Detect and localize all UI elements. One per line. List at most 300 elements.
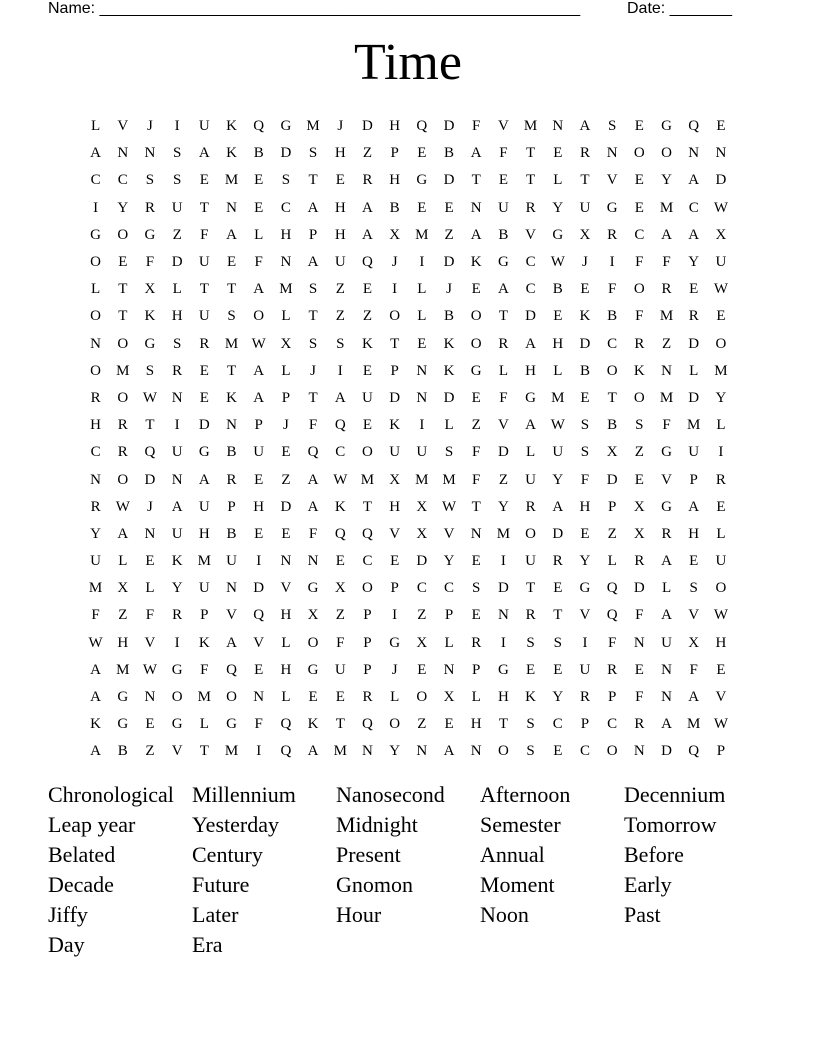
grid-letter: I <box>256 743 262 760</box>
grid-letter: E <box>335 689 345 706</box>
grid-letter: O <box>633 145 645 162</box>
grid-letter: I <box>174 417 180 434</box>
grid-letter: F <box>145 254 155 271</box>
grid-letter: E <box>634 471 644 488</box>
grid-letter: L <box>417 281 427 298</box>
grid-letter: N <box>633 743 645 760</box>
grid-letter: R <box>634 716 645 733</box>
grid-row <box>82 249 742 276</box>
grid-letter: D <box>633 580 645 597</box>
grid-letter: M <box>687 417 701 434</box>
grid-letter: E <box>716 661 726 678</box>
grid-letter: H <box>389 118 401 135</box>
grid-letter: F <box>499 389 508 406</box>
grid-letter: L <box>199 716 209 733</box>
grid-letter: A <box>362 199 373 216</box>
grid-letter: D <box>606 471 618 488</box>
grid-letter: N <box>497 607 509 624</box>
grid-letter: W <box>713 281 728 298</box>
grid-letter: T <box>390 335 400 352</box>
grid-row <box>82 412 742 439</box>
grid-letter: M <box>659 389 674 406</box>
grid-letter: J <box>582 254 588 271</box>
grid-letter: O <box>253 308 265 325</box>
grid-letter: O <box>633 389 645 406</box>
grid-letter: V <box>688 607 700 624</box>
grid-letter: M <box>116 362 130 379</box>
grid-letter: M <box>659 308 674 325</box>
grid-letter: S <box>172 172 182 189</box>
grid-letter: Y <box>443 553 455 570</box>
grid-letter: B <box>444 145 455 162</box>
grid-letter: A <box>334 389 346 406</box>
grid-letter: F <box>635 607 644 624</box>
grid-letter: E <box>390 553 400 570</box>
grid-letter: A <box>443 743 455 760</box>
grid-letter: D <box>525 308 537 325</box>
grid-letter: U <box>198 118 210 135</box>
grid-letter: T <box>308 308 318 325</box>
grid-letter: P <box>363 661 372 678</box>
grid-letter: D <box>171 254 183 271</box>
grid-letter: E <box>226 254 237 271</box>
word-list-item: Noon <box>480 902 529 927</box>
grid-letter: A <box>253 362 265 379</box>
grid-letter: M <box>442 471 456 488</box>
grid-letter: L <box>91 118 101 135</box>
grid-letter: R <box>552 553 563 570</box>
word-list-item: Afternoon <box>480 782 571 807</box>
grid-letter: H <box>389 498 401 515</box>
grid-letter: Z <box>281 471 291 488</box>
grid-row <box>82 738 742 765</box>
grid-row <box>82 630 742 657</box>
word-list-item: Future <box>192 872 250 897</box>
grid-letter: D <box>688 389 700 406</box>
grid-letter: R <box>172 362 183 379</box>
grid-letter: A <box>307 743 319 760</box>
grid-letter: Y <box>552 471 564 488</box>
grid-letter: G <box>144 226 156 243</box>
grid-letter: E <box>254 172 264 189</box>
name-field: Name: ______________________________________________________ <box>48 0 581 17</box>
grid-letter: S <box>308 281 318 298</box>
word-list-item: Chronological <box>48 782 174 807</box>
grid-letter: G <box>497 661 509 678</box>
grid-letter: P <box>607 689 617 706</box>
grid-letter: H <box>552 335 564 352</box>
grid-letter: C <box>362 553 373 570</box>
grid-letter: S <box>308 335 318 352</box>
grid-letter: E <box>471 389 481 406</box>
grid-letter: O <box>117 226 129 243</box>
grid-letter: T <box>526 580 536 597</box>
grid-letter: M <box>523 118 538 135</box>
grid-letter: G <box>171 716 183 733</box>
grid-letter: T <box>118 308 128 325</box>
grid-letter: U <box>171 199 183 216</box>
grid-letter: L <box>444 417 454 434</box>
grid-letter: K <box>198 634 210 651</box>
word-list-item: Belated <box>48 842 116 867</box>
grid-letter: Y <box>715 389 727 406</box>
grid-letter: J <box>391 661 398 678</box>
grid-letter: E <box>254 661 264 678</box>
word-list <box>48 780 768 960</box>
grid-letter: E <box>716 118 726 135</box>
grid-letter: X <box>334 580 346 597</box>
grid-letter: Y <box>171 580 183 597</box>
grid-letter: M <box>659 199 674 216</box>
grid-letter: Q <box>416 118 428 135</box>
grid-letter: M <box>496 525 511 542</box>
grid-letter: G <box>226 716 237 733</box>
grid-letter: L <box>444 634 454 651</box>
grid-letter: J <box>310 362 317 379</box>
grid-letter: A <box>171 498 183 515</box>
grid-letter: C <box>607 716 618 733</box>
grid-letter: J <box>391 254 398 271</box>
grid-letter: Q <box>226 661 237 678</box>
grid-row <box>82 657 742 684</box>
grid-letter: F <box>472 471 481 488</box>
word-list-item: Leap year <box>48 812 136 837</box>
grid-letter: T <box>308 172 318 189</box>
grid-letter: U <box>525 471 537 488</box>
grid-letter: S <box>172 145 182 162</box>
grid-letter: K <box>443 335 455 352</box>
grid-letter: E <box>254 525 264 542</box>
grid-letter: E <box>634 172 644 189</box>
grid-letter: F <box>336 634 345 651</box>
grid-letter: E <box>362 417 373 434</box>
grid-letter: G <box>307 580 319 597</box>
grid-letter: W <box>251 335 266 352</box>
grid-letter: E <box>199 389 209 406</box>
grid-letter: I <box>500 553 506 570</box>
grid-letter: H <box>334 145 346 162</box>
grid-letter: V <box>443 525 455 542</box>
grid-letter: F <box>200 661 209 678</box>
grid-letter: T <box>580 172 590 189</box>
word-list-item: Decade <box>48 872 114 897</box>
grid-letter: A <box>253 389 265 406</box>
grid-letter: F <box>472 444 481 461</box>
grid-letter: E <box>580 281 590 298</box>
grid-letter: P <box>580 716 590 733</box>
word-list-item: Yesterday <box>192 812 279 837</box>
grid-letter: V <box>497 417 509 434</box>
grid-letter: O <box>117 471 129 488</box>
grid-letter: C <box>579 743 590 760</box>
grid-letter: O <box>470 308 482 325</box>
grid-letter: I <box>174 634 180 651</box>
grid-letter: X <box>443 689 455 706</box>
grid-letter: R <box>144 199 155 216</box>
grid-letter: P <box>390 580 399 597</box>
grid-letter: F <box>472 118 481 135</box>
grid-letter: X <box>606 444 618 461</box>
grid-letter: M <box>224 172 239 189</box>
grid-letter: A <box>688 689 700 706</box>
grid-letter: Y <box>389 743 401 760</box>
grid-letter: K <box>525 689 537 706</box>
grid-letter: D <box>253 580 265 597</box>
grid-letter: N <box>117 145 129 162</box>
word-list-item: Decennium <box>624 782 726 807</box>
grid-letter: O <box>715 580 727 597</box>
grid-letter: X <box>416 525 428 542</box>
grid-letter: I <box>93 199 99 216</box>
grid-letter: M <box>687 716 701 733</box>
grid-letter: E <box>553 145 563 162</box>
grid-letter: S <box>689 580 698 597</box>
grid-letter: Z <box>118 607 128 624</box>
grid-letter: R <box>226 471 237 488</box>
grid-letter: B <box>117 743 128 760</box>
grid-letter: G <box>661 498 672 515</box>
grid-letter: A <box>307 254 319 271</box>
grid-letter: P <box>308 226 318 243</box>
letter-grid <box>82 113 742 766</box>
grid-letter: Y <box>552 689 564 706</box>
grid-letter: E <box>526 661 536 678</box>
grid-letter: R <box>525 607 536 624</box>
grid-row <box>82 494 742 521</box>
grid-letter: W <box>142 661 158 678</box>
grid-letter: O <box>416 689 428 706</box>
grid-letter: N <box>362 743 373 760</box>
grid-letter: L <box>526 444 536 461</box>
grid-letter: Y <box>579 553 591 570</box>
grid-letter: F <box>635 308 644 325</box>
grid-letter: E <box>553 580 563 597</box>
grid-letter: Z <box>362 308 373 325</box>
grid-row <box>82 711 742 738</box>
grid-letter: M <box>224 743 239 760</box>
grid-letter: P <box>689 471 698 488</box>
grid-letter: F <box>662 254 671 271</box>
grid-letter: F <box>607 634 617 651</box>
grid-letter: A <box>307 199 319 216</box>
grid-letter: N <box>443 661 455 678</box>
grid-letter: E <box>580 525 590 542</box>
grid-letter: R <box>579 145 590 162</box>
grid-letter: S <box>444 444 454 461</box>
grid-letter: N <box>90 335 102 352</box>
grid-letter: K <box>171 553 183 570</box>
grid-letter: M <box>224 335 239 352</box>
word-list-item: Jiffy <box>48 902 88 927</box>
grid-letter: L <box>498 362 508 379</box>
grid-letter: G <box>606 199 618 216</box>
grid-letter: E <box>634 118 644 135</box>
grid-letter: O <box>715 335 727 352</box>
grid-letter: S <box>281 172 291 189</box>
grid-row <box>82 113 742 140</box>
grid-letter: I <box>609 254 615 271</box>
grid-letter: N <box>470 199 482 216</box>
grid-letter: Z <box>417 607 427 624</box>
grid-letter: N <box>633 634 645 651</box>
grid-letter: Q <box>253 118 265 135</box>
grid-letter: A <box>525 417 537 434</box>
grid-letter: V <box>497 118 509 135</box>
grid-letter: G <box>497 254 509 271</box>
grid-letter: J <box>147 498 153 515</box>
grid-letter: C <box>335 444 346 461</box>
grid-letter: V <box>525 226 537 243</box>
grid-letter: L <box>281 689 291 706</box>
grid-letter: G <box>171 661 183 678</box>
grid-letter: B <box>498 226 509 243</box>
grid-letter: M <box>714 362 728 379</box>
grid-letter: C <box>634 226 645 243</box>
grid-row <box>82 331 742 358</box>
grid-letter: M <box>333 743 347 760</box>
grid-letter: G <box>470 362 482 379</box>
grid-letter: U <box>198 580 210 597</box>
word-list-item: Day <box>48 932 85 957</box>
grid-letter: N <box>144 525 156 542</box>
grid-letter: K <box>443 362 455 379</box>
grid-letter: U <box>497 199 509 216</box>
grid-letter: K <box>470 254 482 271</box>
grid-letter: F <box>662 417 671 434</box>
grid-letter: D <box>443 172 455 189</box>
grid-letter: T <box>526 172 536 189</box>
grid-letter: L <box>417 308 427 325</box>
grid-letter: S <box>308 145 318 162</box>
grid-letter: A <box>661 226 672 243</box>
grid-letter: M <box>551 389 565 406</box>
grid-letter: E <box>471 553 481 570</box>
grid-letter: Q <box>334 525 346 542</box>
grid-letter: B <box>607 417 618 434</box>
grid-letter: U <box>525 553 537 570</box>
grid-letter: A <box>226 634 237 651</box>
grid-letter: H <box>253 498 265 515</box>
grid-letter: U <box>334 254 346 271</box>
grid-letter: E <box>417 661 427 678</box>
grid-letter: B <box>579 362 590 379</box>
grid-letter: A <box>226 226 237 243</box>
grid-row <box>82 466 742 493</box>
grid-letter: Z <box>471 417 481 434</box>
grid-letter: D <box>198 417 210 434</box>
grid-letter: Q <box>362 254 373 271</box>
grid-letter: O <box>389 308 401 325</box>
grid-letter: E <box>580 389 590 406</box>
grid-letter: R <box>199 335 210 352</box>
grid-letter: R <box>715 471 726 488</box>
grid-letter: E <box>145 553 155 570</box>
grid-letter: P <box>363 634 372 651</box>
word-list-item: Hour <box>336 902 382 927</box>
grid-letter: I <box>582 634 588 651</box>
grid-letter: X <box>688 634 700 651</box>
grid-letter: R <box>525 498 536 515</box>
word-list-item: Moment <box>480 872 555 897</box>
grid-letter: Q <box>606 580 618 597</box>
grid-letter: E <box>199 172 209 189</box>
grid-letter: S <box>172 335 182 352</box>
grid-letter: H <box>334 226 346 243</box>
grid-letter: J <box>282 417 289 434</box>
grid-letter: G <box>525 389 537 406</box>
grid-letter: U <box>688 444 700 461</box>
grid-letter: N <box>715 145 727 162</box>
grid-letter: L <box>689 362 699 379</box>
grid-letter: A <box>525 335 537 352</box>
grid-letter: W <box>441 498 457 515</box>
grid-letter: R <box>498 335 509 352</box>
grid-letter: F <box>635 689 644 706</box>
grid-row <box>82 195 742 222</box>
grid-letter: R <box>661 525 672 542</box>
grid-letter: H <box>198 525 210 542</box>
grid-letter: E <box>254 199 264 216</box>
word-list-item: Nanosecond <box>336 782 445 807</box>
grid-letter: A <box>90 743 102 760</box>
grid-letter: A <box>661 716 672 733</box>
grid-letter: F <box>91 607 100 624</box>
grid-letter: G <box>198 444 210 461</box>
grid-letter: F <box>308 417 318 434</box>
word-list-item: Semester <box>480 812 561 837</box>
grid-letter: R <box>607 661 618 678</box>
grid-letter: A <box>470 145 482 162</box>
grid-letter: Q <box>606 607 618 624</box>
grid-letter: Y <box>117 199 129 216</box>
grid-letter: H <box>715 634 727 651</box>
grid-letter: O <box>633 281 645 298</box>
grid-letter: R <box>90 389 101 406</box>
grid-letter: H <box>280 226 292 243</box>
grid-letter: F <box>635 254 644 271</box>
grid-letter: B <box>226 444 237 461</box>
grid-letter: C <box>416 580 427 597</box>
grid-letter: X <box>416 498 428 515</box>
grid-letter: L <box>91 281 101 298</box>
grid-letter: P <box>444 607 454 624</box>
grid-letter: R <box>607 226 618 243</box>
grid-letter: R <box>688 308 699 325</box>
grid-letter: X <box>117 580 129 597</box>
grid-letter: U <box>198 254 210 271</box>
grid-letter: E <box>417 335 427 352</box>
grid-letter: P <box>227 498 236 515</box>
grid-letter: G <box>307 661 319 678</box>
grid-letter: U <box>715 553 727 570</box>
grid-row <box>82 548 742 575</box>
grid-letter: N <box>688 145 700 162</box>
grid-letter: M <box>306 118 320 135</box>
grid-letter: H <box>470 716 482 733</box>
grid-letter: T <box>471 172 481 189</box>
grid-letter: C <box>280 199 291 216</box>
grid-letter: I <box>718 444 724 461</box>
grid-letter: N <box>144 145 156 162</box>
word-list-item: Later <box>192 902 239 927</box>
grid-letter: N <box>552 118 564 135</box>
grid-letter: R <box>362 689 373 706</box>
grid-letter: O <box>661 145 672 162</box>
grid-letter: I <box>174 118 180 135</box>
grid-letter: T <box>553 607 563 624</box>
grid-row <box>82 602 742 629</box>
grid-letter: W <box>713 716 728 733</box>
